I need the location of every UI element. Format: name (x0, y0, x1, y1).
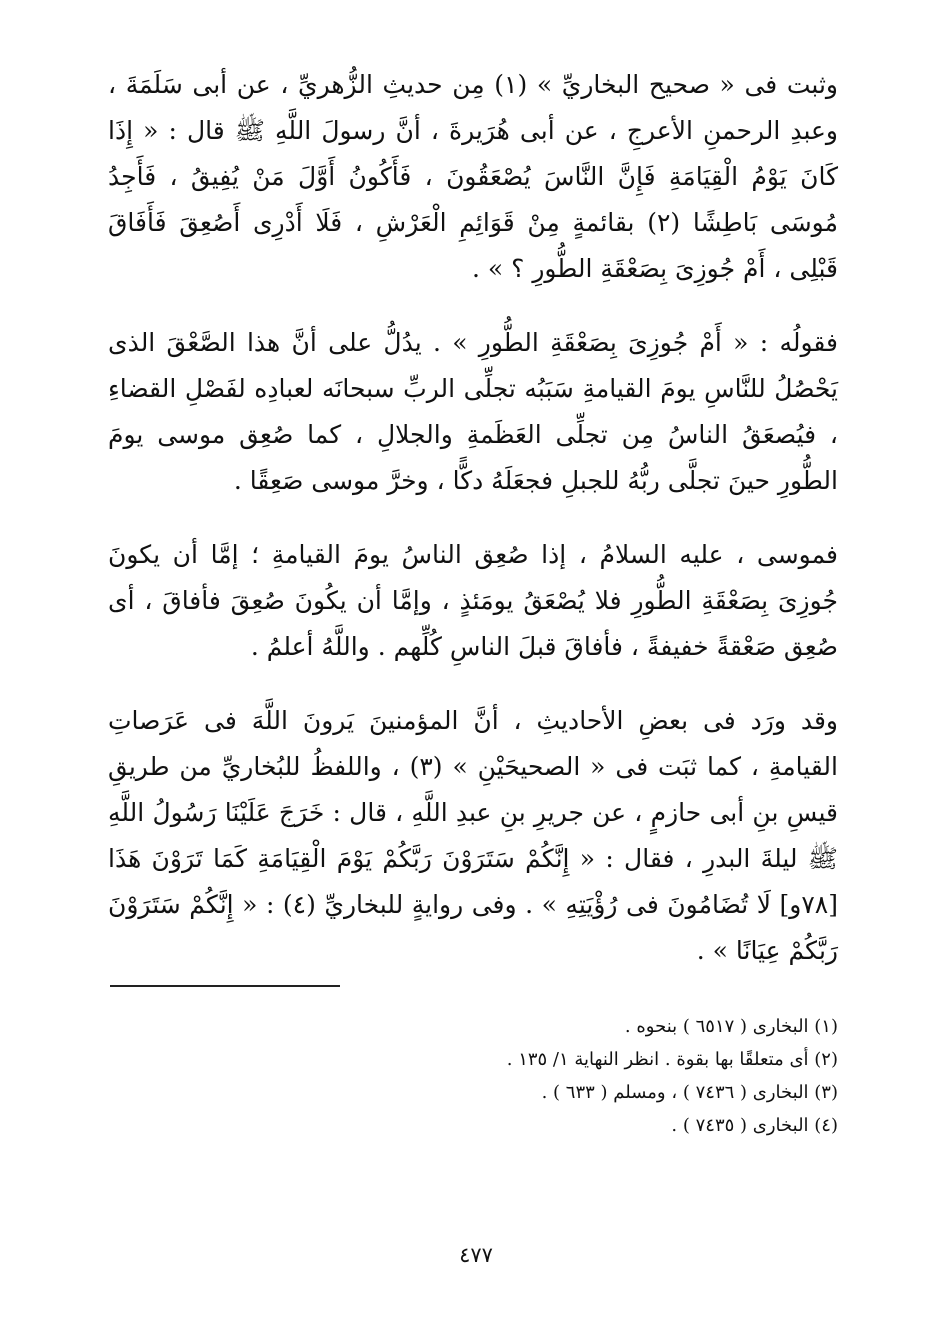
footnote-3: (٣) البخارى ( ٧٤٣٦ ) ، ومسلم ( ٦٣٣ ) . (541, 1082, 838, 1103)
page-number: ٤٧٧ (459, 1243, 493, 1267)
paragraph-4: وقد ورَد فى بعضِ الأحاديثِ ، أنَّ المؤمنينَ يَرونَ اللَّهَ فى عَرَصاتِ القيامةِ ، كما ثبَت فى « الصحيحَيْنِ » (٣) ، واللفظُ للبُخاريِّ من طريقِ قيسِ بنِ أبى حازمٍ ، عن جريرِ بنِ عبدِ اللَّهِ ، قال : خَرَجَ عَلَيْنَا رَسُولُ اللَّهِ ﷺ ليلةَ البدرِ ، فقال : « إِنَّكُمْ سَتَرَوْنَ رَبَّكُمْ يَوْمَ الْقِيَامَةِ كَمَا تَرَوْنَ هَذَا [٧٨و] لَا تُضَامُونَ فى رُؤْيَتِهِ » . وفى روايةٍ للبخاريِّ (٤) : « إِنَّكُمْ سَتَرَوْنَ رَبَّكُمْ عِيَانًا » . (108, 706, 838, 965)
paragraph-1: وثبت فى « صحيح البخاريِّ » (١) مِن حديثِ الزُّهريِّ ، عن أبى سَلَمَةَ ، وعبدِ الرحمنِ الأعرجِ ، عن أبى هُرَيرةَ ، أنَّ رسولَ اللَّهِ ﷺ قال : « إِذَا كَانَ يَوْمُ الْقِيَامَةِ فَإِنَّ النَّاسَ يُصْعَقُونَ ، فَأَكُونُ أَوَّلَ مَنْ يُفِيقُ ، فَأَجِدُ مُوسَى بَاطِشًا (٢) بقائمةٍ مِنْ قَوَائِمِ الْعَرْشِ ، فَلَا أَدْرِى أَصُعِقَ فَأَفَاقَ قَبْلِى ، أَمْ جُوزِىَ بِصَعْقَةِ الطُّورِ ؟ » . (108, 70, 838, 283)
paragraph-2: فقولُه : « أَمْ جُوزِىَ بِصَعْقَةِ الطُّورِ » . يدُلُّ على أنَّ هذا الصَّعْقَ الذى يَحْصُلُ للنَّاسِ يومَ القيامةِ سَبَبُه تجلِّى الربِّ سبحانَه لعبادِه لفَصْلِ القضاءِ ، فيُصعَقُ الناسُ مِن تجلِّى العَظَمةِ والجلالِ ، كما صُعِق موسى يومَ الطُّورِ حينَ تجلَّى ربُّهُ للجبلِ فجعَلَهُ دكًّا ، وخرَّ موسى صَعِقًا . (108, 328, 838, 495)
footnote-2: (٢) أى متعلقًا بها بقوة . انظر النهاية ١/ ١٣٥ . (506, 1049, 838, 1070)
main-text (108, 62, 838, 974)
footnotes (108, 1010, 838, 1142)
paragraph-3: فموسى ، عليه السلامُ ، إذا صُعِق الناسُ يومَ القيامةِ ؛ إمَّا أن يكونَ جُوزِىَ بِصَعْقَةِ الطُّورِ فلا يُصْعَقُ يومَئذٍ ، وإمَّا أن يكُونَ صُعِقَ فأفاقَ ، أى صُعِق صَعْقةً خفيفةً ، فأفاقَ قبلَ الناسِ كُلِّهم . واللَّهُ أعلمُ . (108, 540, 838, 661)
footnote-4: (٤) البخارى ( ٧٤٣٥ ) . (671, 1115, 838, 1136)
footnote-separator (110, 985, 340, 987)
footnote-1: (١) البخارى ( ٦٥١٧ ) بنحوه . (624, 1016, 838, 1037)
